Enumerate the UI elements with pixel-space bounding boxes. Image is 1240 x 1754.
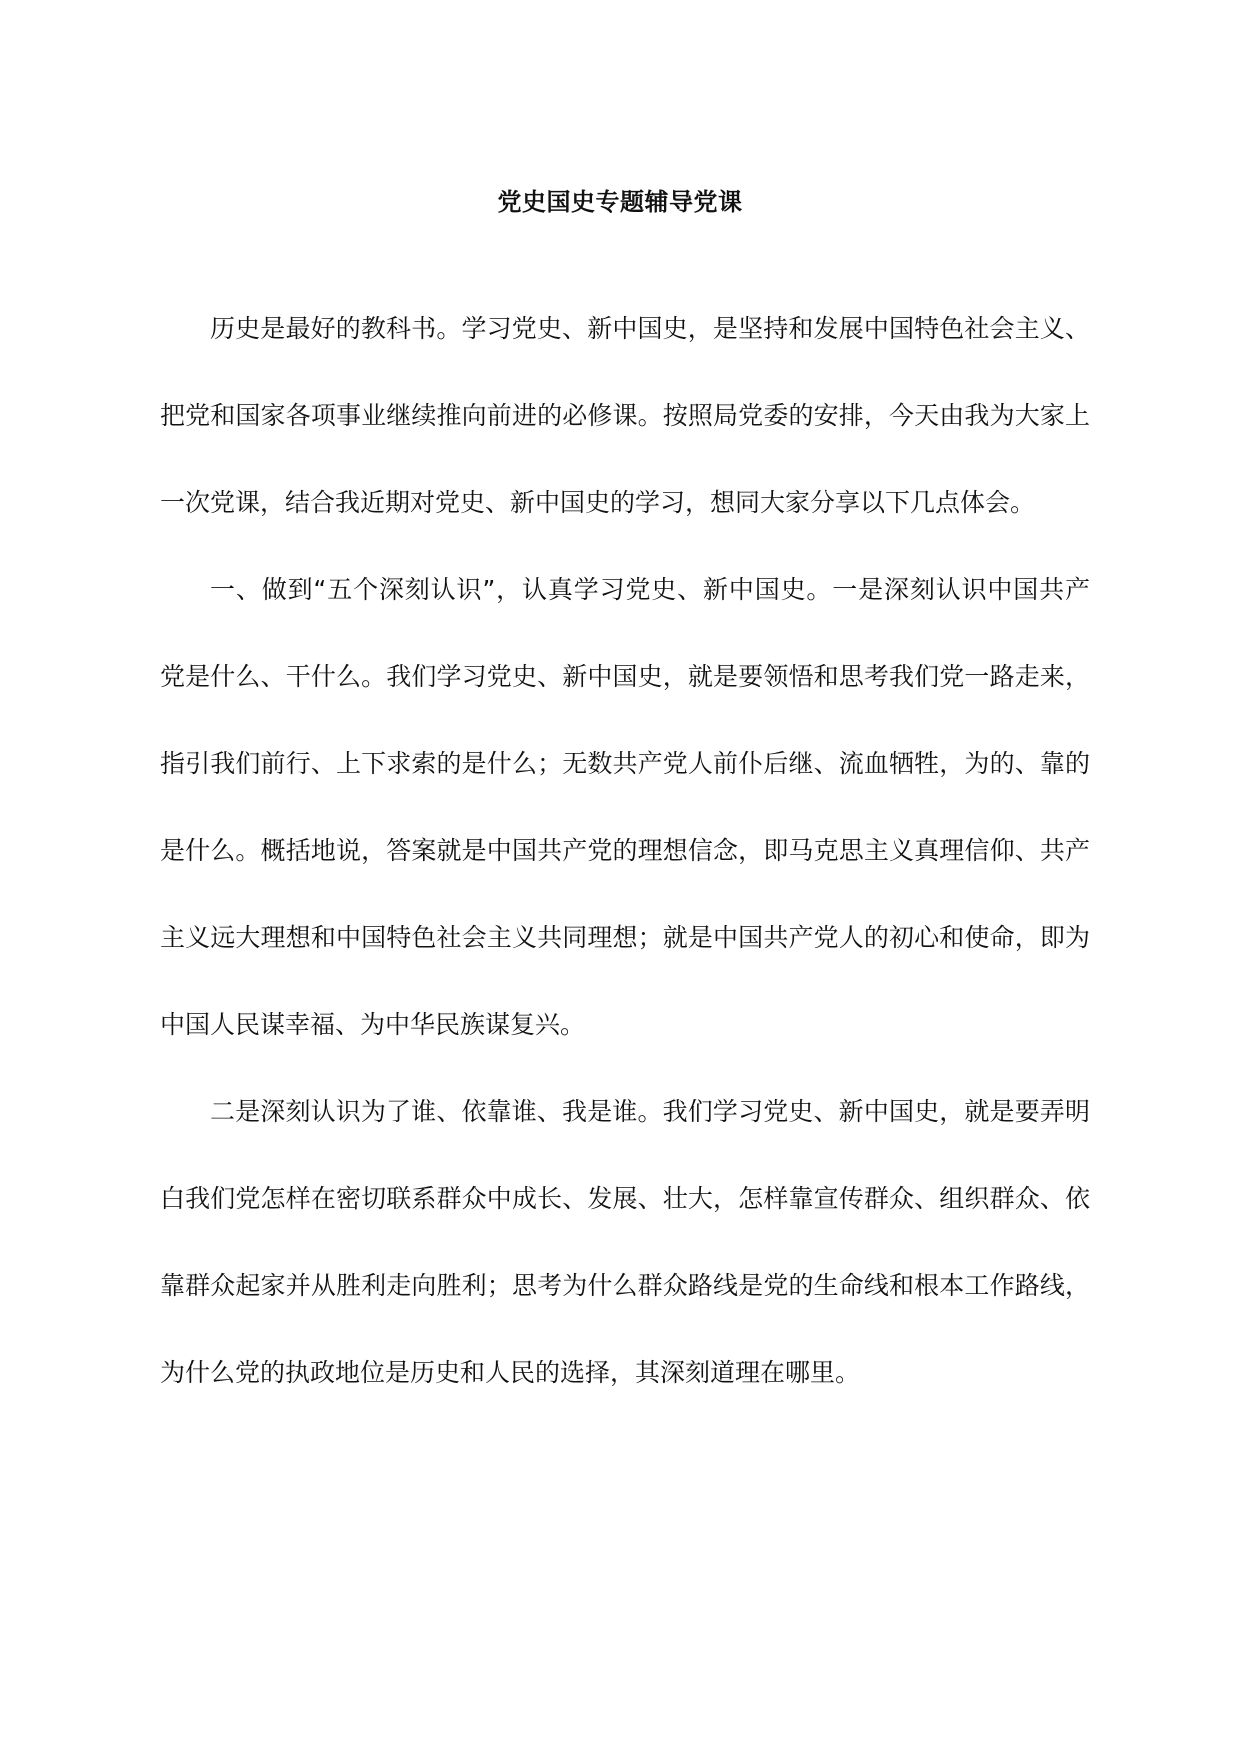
paragraph-3-line-4: 为什么党的执政地位是历史和人民的选择，其深刻道理在哪里。 [160, 1358, 861, 1387]
paragraph-2-line-5: 主义远大理想和中国特色社会主义共同理想；就是中国共产党人的初心和使命，即为 [160, 923, 1090, 952]
document-title: 党史国史专题辅导党课 [497, 188, 743, 216]
paragraph-2-line-6: 中国人民谋幸福、为中华民族谋复兴。 [160, 1010, 586, 1039]
paragraph-3-line-2: 白我们党怎样在密切联系群众中成长、发展、壮大，怎样靠宣传群众、组织群众、依 [160, 1184, 1090, 1213]
paragraph-2-line-3: 指引我们前行、上下求索的是什么；无数共产党人前仆后继、流血牺牲，为的、靠的 [160, 749, 1090, 778]
paragraph-2-line-1: 一、做到“五个深刻认识”，认真学习党史、新中国史。一是深刻认识中国共产 [210, 575, 1090, 604]
paragraph-2-line-2: 党是什么、干什么。我们学习党史、新中国史，就是要领悟和思考我们党一路走来， [160, 662, 1090, 691]
paragraph-1-line-1: 历史是最好的教科书。学习党史、新中国史，是坚持和发展中国特色社会主义、 [210, 314, 1090, 343]
paragraph-1-line-3: 一次党课，结合我近期对党史、新中国史的学习，想同大家分享以下几点体会。 [160, 488, 1036, 517]
paragraph-1-line-2: 把党和国家各项事业继续推向前进的必修课。按照局党委的安排，今天由我为大家上 [160, 401, 1090, 430]
paragraph-3-line-3: 靠群众起家并从胜利走向胜利；思考为什么群众路线是党的生命线和根本工作路线， [160, 1271, 1090, 1300]
paragraph-2-line-4: 是什么。概括地说，答案就是中国共产党的理想信念，即马克思主义真理信仰、共产 [160, 836, 1090, 865]
paragraph-3-line-1: 二是深刻认识为了谁、依靠谁、我是谁。我们学习党史、新中国史，就是要弄明 [210, 1097, 1090, 1126]
